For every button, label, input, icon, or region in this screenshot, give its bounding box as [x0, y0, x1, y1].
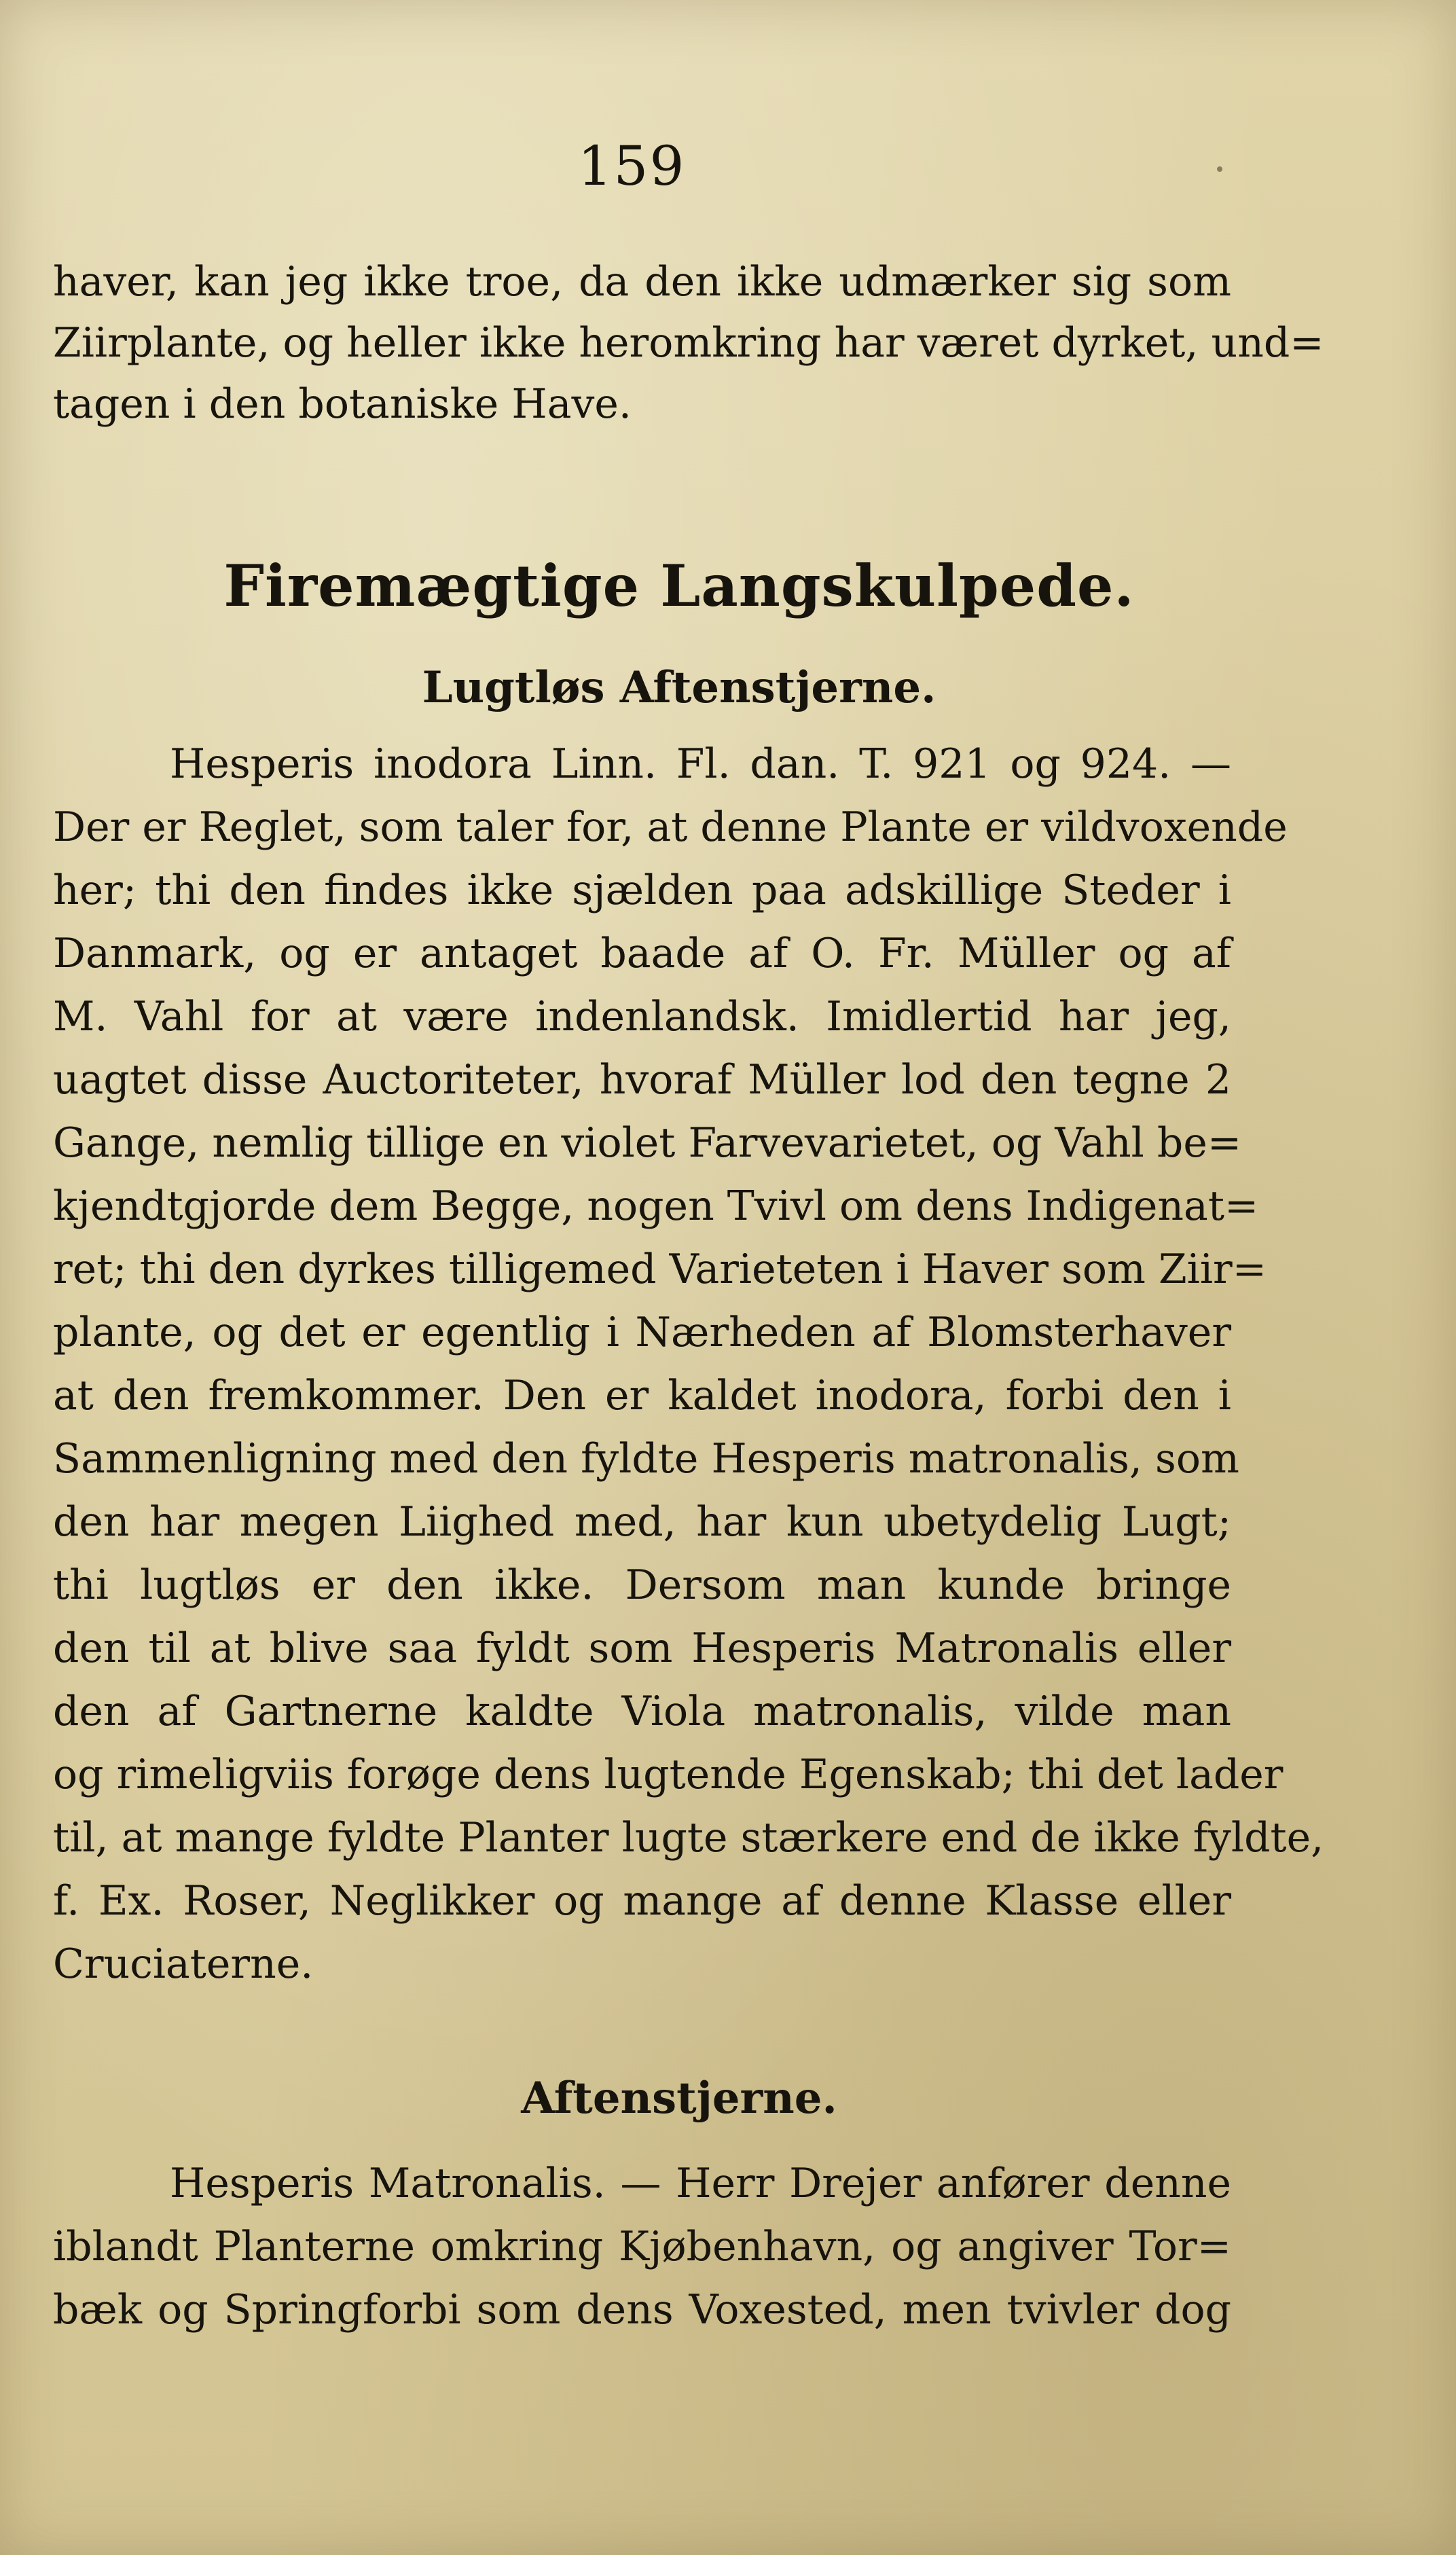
text-line: Ziirplante, og heller ikke heromkring har været dyrket, und=: [53, 319, 1324, 367]
text-line: M. Vahl for at være indenlandsk. Imidlertid har jeg,: [53, 993, 1231, 1040]
text-line: plante, og det er egentlig i Nærheden af Blomsterhaver: [53, 1309, 1231, 1356]
text-line: at den fremkommer. Den er kaldet inodora, forbi den i: [53, 1372, 1231, 1419]
text-line: Hesperis Matronalis. — Herr Drejer anfører denne: [170, 2160, 1231, 2207]
text-line: Danmark, og er antaget baade af O. Fr. Müller og af: [53, 930, 1231, 977]
text-line: uagtet disse Auctoriteter, hvoraf Müller lod den tegne 2: [53, 1056, 1231, 1104]
text-line: ret; thi den dyrkes tilligemed Varieteten i Haver som Ziir=: [53, 1246, 1267, 1293]
text-line: til, at mange fyldte Planter lugte stærkere end de ikke fyldte,: [53, 1814, 1324, 1862]
text-line: her; thi den findes ikke sjælden paa adskillige Steder i: [53, 867, 1231, 914]
text-line: den har megen Liighed med, har kun ubetydelig Lugt;: [53, 1498, 1231, 1546]
text-line: tagen i den botaniske Have.: [53, 380, 632, 428]
subsection-title: Aftenstjerne.: [521, 2073, 837, 2124]
text-line: Der er Reglet, som taler for, at denne Plante er vildvoxende: [53, 803, 1288, 851]
text-line: thi lugtløs er den ikke. Dersom man kunde bringe: [53, 1561, 1231, 1609]
text-line: den til at blive saa fyldt som Hesperis Matronalis eller: [53, 1625, 1231, 1672]
text-line: og rimeligviis forøge dens lugtende Egenskab; thi det lader: [53, 1751, 1284, 1798]
text-line: Gange, nemlig tillige en violet Farvevarietet, og Vahl be=: [53, 1119, 1242, 1167]
text-line: f. Ex. Roser, Neglikker og mange af denne Klasse eller: [53, 1877, 1231, 1925]
subsection-title: Lugtløs Aftenstjerne.: [422, 662, 936, 713]
text-line: Hesperis inodora Linn. Fl. dan. T. 921 og 924. —: [170, 740, 1231, 788]
text-line: kjendtgjorde dem Begge, nogen Tvivl om dens Indigenat=: [53, 1182, 1259, 1230]
text-line: den af Gartnerne kaldte Viola matronalis, vilde man: [53, 1688, 1231, 1735]
text-line: haver, kan jeg ikke troe, da den ikke udmærker sig som: [53, 258, 1231, 306]
text-line: Cruciaterne.: [53, 1940, 314, 1988]
text-line: iblandt Planterne omkring Kjøbenhavn, og angiver Tor=: [53, 2223, 1231, 2270]
page-number: 159: [577, 134, 686, 198]
text-line: Sammenligning med den fyldte Hesperis matronalis, som: [53, 1435, 1239, 1483]
text-line: bæk og Springforbi som dens Voxested, men tvivler dog: [53, 2286, 1231, 2334]
section-title: Firemægtige Langskulpede.: [223, 552, 1135, 619]
